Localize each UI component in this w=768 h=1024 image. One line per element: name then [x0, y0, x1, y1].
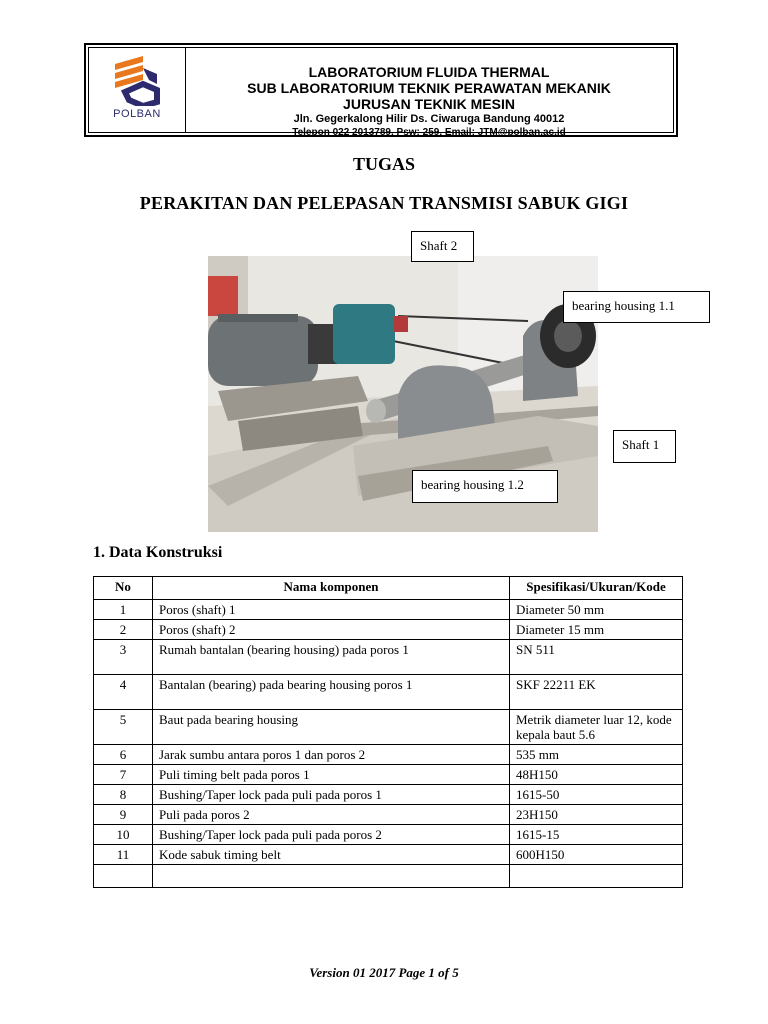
cell-no: 7: [94, 765, 153, 785]
department-name: JURUSAN TEKNIK MESIN: [343, 96, 515, 112]
column-header-spesifikasi: Spesifikasi/Ukuran/Kode: [510, 577, 683, 600]
cell-no: 9: [94, 805, 153, 825]
table-row-empty: [94, 865, 683, 888]
cell-spec: 535 mm: [510, 745, 683, 765]
cell-nama: Bushing/Taper lock pada puli pada poros 1: [153, 785, 510, 805]
cell-nama: Puli timing belt pada poros 1: [153, 765, 510, 785]
table-row: [94, 600, 683, 620]
cell-nama: Poros (shaft) 2: [153, 620, 510, 640]
cell-nama: Baut pada bearing housing: [153, 710, 510, 745]
cell-spec: SN 511: [510, 640, 683, 675]
cell-spec: 600H150: [510, 845, 683, 865]
logo-text: POLBAN: [113, 108, 161, 120]
logo-cell: [89, 48, 186, 132]
polban-logo-icon: [113, 54, 161, 106]
callout-shaft-2: Shaft 2: [411, 231, 474, 262]
cell-no: 2: [94, 620, 153, 640]
callout-bearing-housing-1-2: bearing housing 1.2: [412, 470, 558, 503]
table-row: [94, 620, 683, 640]
column-header-no: No: [94, 577, 153, 600]
cell-nama: Kode sabuk timing belt: [153, 845, 510, 865]
document-title: PERAKITAN DAN PELEPASAN TRANSMISI SABUK GIGI: [139, 193, 629, 213]
table-row: [94, 825, 683, 845]
cell-no: 11: [94, 845, 153, 865]
table-row: [94, 765, 683, 785]
table-row: [94, 805, 683, 825]
table-row: [94, 845, 683, 865]
cell-nama: Bushing/Taper lock pada puli pada poros 2: [153, 825, 510, 845]
cell-no: 8: [94, 785, 153, 805]
section-title: 1. Data Konstruksi: [93, 544, 223, 561]
cell-spec: 1615-15: [510, 825, 683, 845]
letterhead-text: [185, 48, 673, 137]
table-row: [94, 745, 683, 765]
letterhead: [84, 43, 678, 137]
table-header-row: [94, 577, 683, 600]
cell-spec: Diameter 15 mm: [510, 620, 683, 640]
cell-no: 10: [94, 825, 153, 845]
table-row: [94, 640, 683, 675]
cell-nama: Poros (shaft) 1: [153, 600, 510, 620]
cell-spec: SKF 22211 EK: [510, 675, 683, 710]
cell-no: 5: [94, 710, 153, 745]
construction-data-table: [93, 576, 683, 888]
cell-spec: Diameter 50 mm: [510, 600, 683, 620]
cell-nama: Jarak sumbu antara poros 1 dan poros 2: [153, 745, 510, 765]
heading: TUGAS: [352, 154, 415, 174]
cell-spec: 48H150: [510, 765, 683, 785]
lab-name: LABORATORIUM FLUIDA THERMAL: [308, 64, 550, 80]
cell-no: 4: [94, 675, 153, 710]
address: Jln. Gegerkalong Hilir Ds. Ciwaruga Bandung 40012: [293, 113, 565, 125]
cell-spec: Metrik diameter luar 12, kode kepala baut 5.6: [510, 710, 683, 745]
callout-bearing-housing-1-1: bearing housing 1.1: [563, 291, 710, 323]
sub-lab-name: SUB LABORATORIUM TEKNIK PERAWATAN MEKANIK: [247, 80, 611, 96]
contact-line: Telepon 022 2013789, Psw: 259, Email: JTM@polban.ac.id: [292, 127, 566, 137]
cell-nama: [153, 865, 510, 888]
cell-no: 3: [94, 640, 153, 675]
cell-nama: Puli pada poros 2: [153, 805, 510, 825]
cell-nama: Bantalan (bearing) pada bearing housing poros 1: [153, 675, 510, 710]
cell-spec: 1615-50: [510, 785, 683, 805]
column-header-nama-komponen: Nama komponen: [153, 577, 510, 600]
cell-spec: 23H150: [510, 805, 683, 825]
cell-no: 1: [94, 600, 153, 620]
table-row: [94, 785, 683, 805]
table-row: [94, 710, 683, 745]
page-footer: Version 01 2017 Page 1 of 5: [309, 965, 459, 980]
cell-nama: Rumah bantalan (bearing housing) pada poros 1: [153, 640, 510, 675]
cell-no: [94, 865, 153, 888]
cell-spec: [510, 865, 683, 888]
table-row: [94, 675, 683, 710]
callout-shaft-1: Shaft 1: [613, 430, 676, 463]
cell-no: 6: [94, 745, 153, 765]
